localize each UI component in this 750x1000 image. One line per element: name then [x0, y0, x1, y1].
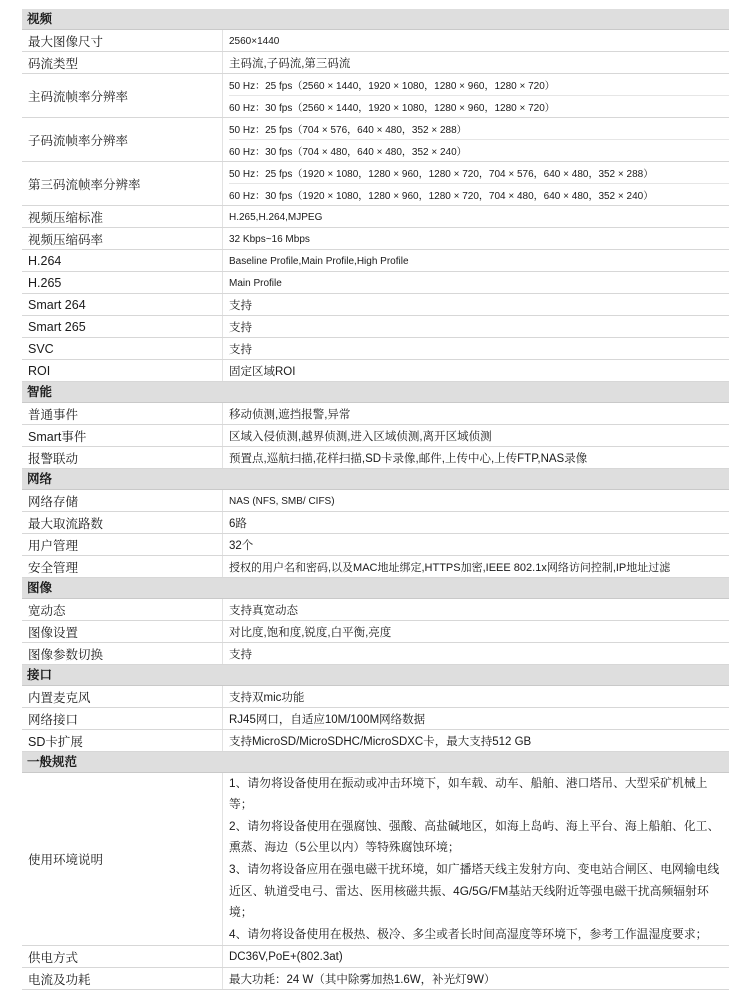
table-row — [22, 447, 729, 469]
row-label: H.264 — [22, 250, 223, 271]
row-label: SD卡扩展 — [22, 730, 223, 751]
table-row — [22, 74, 729, 118]
row-label: 主码流帧率分辨率 — [22, 74, 223, 117]
row-label: 最大图像尺寸 — [22, 30, 223, 51]
row-label: 报警联动 — [22, 447, 223, 468]
row-value: 6路 — [229, 518, 247, 530]
table-row — [22, 773, 729, 946]
row-value: 主码流,子码流,第三码流 — [229, 58, 351, 70]
table-row — [22, 643, 729, 665]
table-row — [22, 946, 729, 968]
row-label: 电流及功耗 — [22, 968, 223, 989]
row-value: Baseline Profile,Main Profile,High Profile — [229, 255, 409, 267]
row-value: 对比度,饱和度,锐度,白平衡,亮度 — [229, 627, 392, 639]
row-label: 网络存储 — [22, 490, 223, 511]
env-note-2: 2、请勿将设备使用在强腐蚀、强酸、高盐碱地区，如海上岛屿、海上平台、海上船舶、化工、熏蒸、海边（5公里以内）等特殊腐蚀环境； — [229, 818, 720, 855]
row-value — [223, 773, 729, 945]
table-row — [22, 272, 729, 294]
row-value — [223, 74, 729, 117]
row-value: RJ45网口，自适应10M/100M网络数据 — [229, 714, 426, 726]
row-label: 第三码流帧率分辨率 — [22, 162, 223, 205]
row-label: Smart 265 — [22, 316, 223, 337]
row-value: 支持 — [229, 322, 252, 334]
table-row — [22, 118, 729, 162]
row-value: 移动侦测,遮挡报警,异常 — [229, 409, 351, 421]
row-label: ROI — [22, 360, 223, 381]
row-label: 供电方式 — [22, 946, 223, 967]
row-label: SVC — [22, 338, 223, 359]
env-note-1: 1、请勿将设备使用在振动或冲击环境下，如车载、动车、船舶、港口塔吊、大型采矿机械上等； — [229, 775, 708, 812]
section-network: 网络 — [22, 469, 729, 490]
row-value: 最大功耗：24 W（其中除雾加热1.6W，补光灯9W） — [229, 974, 496, 986]
row-label: H.265 — [22, 272, 223, 293]
section-general: 一般规范 — [22, 752, 729, 773]
res-50hz: 50 Hz：25 fps（704 × 576，640 × 480，352 × 288） — [229, 125, 467, 136]
row-value: 区域入侵侦测,越界侦测,进入区域侦测,离开区域侦测 — [229, 431, 492, 443]
row-value: 2560×1440 — [229, 35, 280, 47]
row-value: 支持真宽动态 — [229, 605, 298, 617]
row-label: 安全管理 — [22, 556, 223, 577]
table-row — [22, 206, 729, 228]
row-label: 子码流帧率分辨率 — [22, 118, 223, 161]
row-label: 视频压缩标准 — [22, 206, 223, 227]
table-row — [22, 730, 729, 752]
table-row — [22, 360, 729, 382]
table-row — [22, 708, 729, 730]
row-value — [223, 118, 729, 161]
table-row — [22, 52, 729, 74]
table-row — [22, 599, 729, 621]
row-value: DC36V,PoE+(802.3at) — [229, 951, 343, 963]
table-row — [22, 316, 729, 338]
table-row — [22, 228, 729, 250]
row-value: Main Profile — [229, 277, 282, 289]
section-video: 视频 — [22, 9, 729, 30]
row-value: 预置点,巡航扫描,花样扫描,SD卡录像,邮件,上传中心,上传FTP,NAS录像 — [229, 453, 588, 465]
row-value: NAS (NFS, SMB/ CIFS) — [229, 495, 335, 507]
row-value: 支持双mic功能 — [229, 692, 305, 704]
row-label: 视频压缩码率 — [22, 228, 223, 249]
table-row — [22, 162, 729, 206]
row-value: 支持MicroSD/MicroSDHC/MicroSDXC卡，最大支持512 GB — [229, 736, 532, 748]
row-value: 支持 — [229, 344, 252, 356]
table-row — [22, 403, 729, 425]
row-value: H.265,H.264,MJPEG — [229, 211, 323, 223]
row-label: 码流类型 — [22, 52, 223, 73]
env-note-4: 4、请勿将设备使用在极热、极冷、多尘或者长时间高湿度等环境下，参考工作温湿度要求； — [229, 926, 708, 941]
section-smart: 智能 — [22, 382, 729, 403]
table-row — [22, 621, 729, 643]
row-label: 用户管理 — [22, 534, 223, 555]
row-label: Smart事件 — [22, 425, 223, 446]
res-50hz: 50 Hz：25 fps（1920 × 1080，1280 × 960，1280 × 720，704 × 576，640 × 480，352 × 288） — [229, 169, 654, 180]
res-50hz: 50 Hz：25 fps（2560 × 1440，1920 × 1080，1280 × 960，1280 × 720） — [229, 81, 555, 92]
table-row — [22, 425, 729, 447]
row-label: 使用环境说明 — [22, 773, 223, 945]
section-interface: 接口 — [22, 665, 729, 686]
section-image: 图像 — [22, 578, 729, 599]
row-label: 宽动态 — [22, 599, 223, 620]
table-row — [22, 512, 729, 534]
spec-table — [22, 9, 729, 990]
res-60hz: 60 Hz：30 fps（1920 × 1080，1280 × 960，1280 × 720，704 × 480，640 × 480，352 × 240） — [229, 183, 729, 205]
row-value — [223, 162, 729, 205]
row-value: 32个 — [229, 540, 254, 552]
row-value: 支持 — [229, 300, 252, 312]
table-row — [22, 968, 729, 990]
table-row — [22, 294, 729, 316]
row-label: 网络接口 — [22, 708, 223, 729]
table-row — [22, 30, 729, 52]
row-value: 32 Kbps~16 Mbps — [229, 233, 310, 245]
res-60hz: 60 Hz：30 fps（2560 × 1440，1920 × 1080，1280 × 960，1280 × 720） — [229, 95, 729, 117]
table-row — [22, 534, 729, 556]
table-row — [22, 490, 729, 512]
row-label: 内置麦克风 — [22, 686, 223, 707]
row-label: Smart 264 — [22, 294, 223, 315]
row-value: 支持 — [229, 649, 252, 661]
row-label: 图像设置 — [22, 621, 223, 642]
row-label: 普通事件 — [22, 403, 223, 424]
table-row — [22, 250, 729, 272]
row-label: 图像参数切换 — [22, 643, 223, 664]
row-value: 固定区域ROI — [229, 366, 296, 378]
env-note-3: 3、请勿将设备应用在强电磁干扰环境，如广播塔天线主发射方向、变电站合闸区、电网输电线近区、轨道受电弓、雷达、医用核磁共振、4G/5G/FM基站天线附近等强电磁干扰高频辐射环境； — [229, 862, 720, 920]
table-row — [22, 686, 729, 708]
table-row — [22, 338, 729, 360]
table-row — [22, 556, 729, 578]
row-label: 最大取流路数 — [22, 512, 223, 533]
res-60hz: 60 Hz：30 fps（704 × 480，640 × 480，352 × 240） — [229, 139, 729, 161]
row-value: 授权的用户名和密码,以及MAC地址绑定,HTTPS加密,IEEE 802.1x网络访问控制,IP地址过滤 — [229, 562, 671, 574]
